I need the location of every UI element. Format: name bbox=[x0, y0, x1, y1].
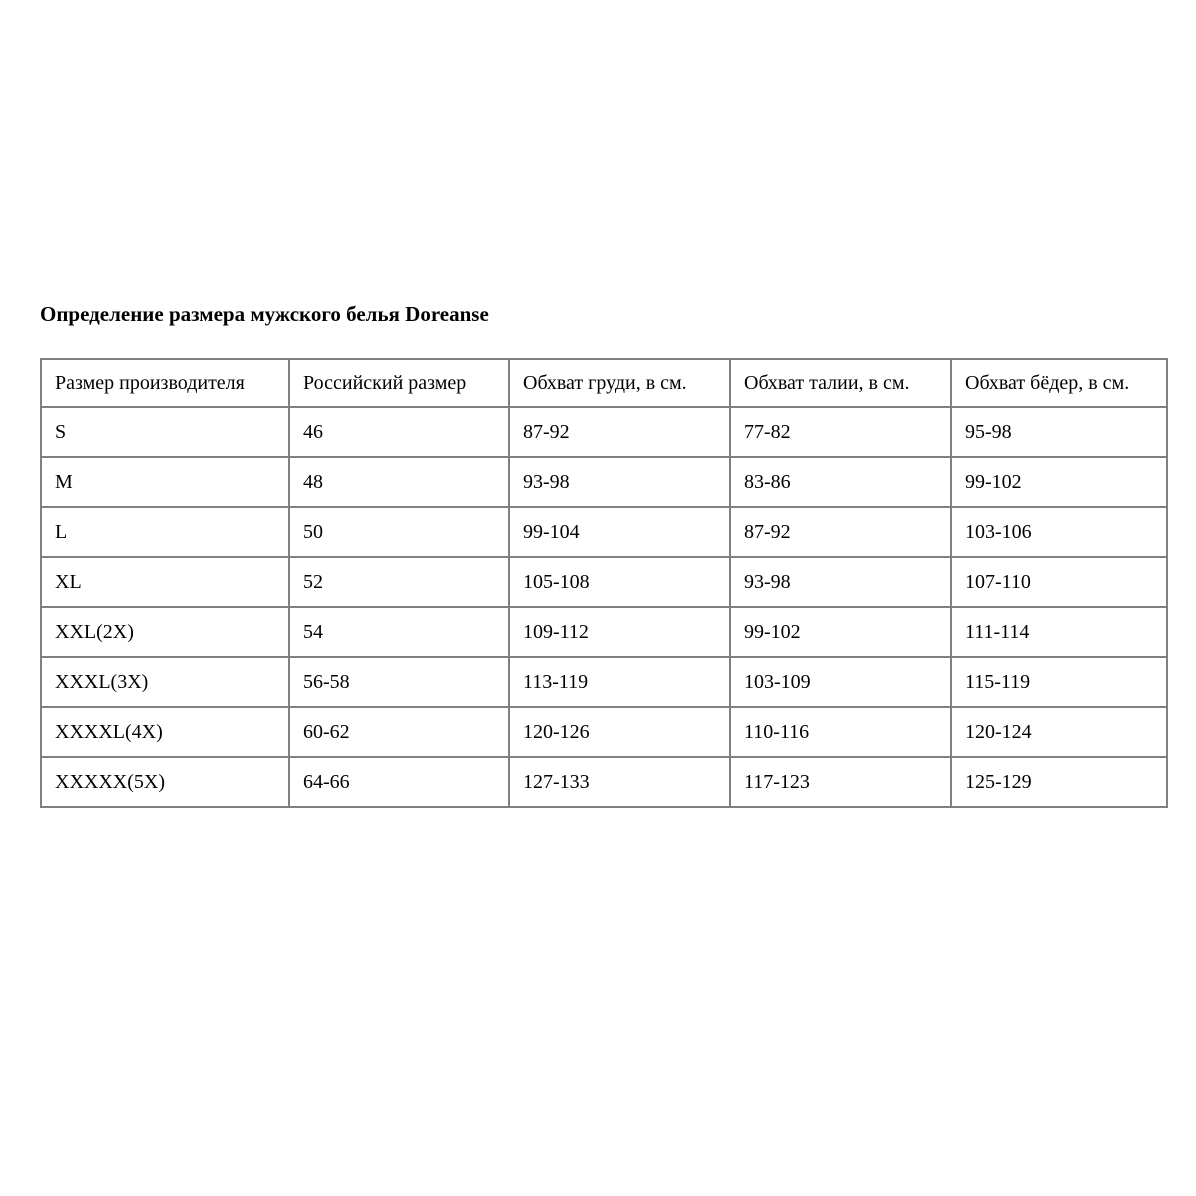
table-cell: 54 bbox=[289, 607, 509, 657]
table-cell: 125-129 bbox=[951, 757, 1167, 807]
table-row bbox=[41, 607, 1167, 657]
table-cell: S bbox=[41, 407, 289, 457]
table-cell: 127-133 bbox=[509, 757, 730, 807]
header-row bbox=[41, 359, 1167, 407]
table-cell: 60-62 bbox=[289, 707, 509, 757]
table-cell: 87-92 bbox=[730, 507, 951, 557]
table-cell: 120-124 bbox=[951, 707, 1167, 757]
table-cell: 113-119 bbox=[509, 657, 730, 707]
table-row bbox=[41, 507, 1167, 557]
table-row bbox=[41, 407, 1167, 457]
table-cell: XXL(2X) bbox=[41, 607, 289, 657]
table-row bbox=[41, 457, 1167, 507]
table-cell: 48 bbox=[289, 457, 509, 507]
table-cell: 120-126 bbox=[509, 707, 730, 757]
table-cell: XL bbox=[41, 557, 289, 607]
table-cell: 64-66 bbox=[289, 757, 509, 807]
table-cell: 56-58 bbox=[289, 657, 509, 707]
table-cell: XXXXX(5X) bbox=[41, 757, 289, 807]
table-cell: 99-104 bbox=[509, 507, 730, 557]
table-cell: 95-98 bbox=[951, 407, 1167, 457]
column-header-chest: Обхват груди, в см. bbox=[509, 359, 730, 407]
table-cell: 93-98 bbox=[509, 457, 730, 507]
page-title: Определение размера мужского белья Doreanse bbox=[40, 302, 489, 326]
table-cell: M bbox=[41, 457, 289, 507]
table-cell: XXXXL(4X) bbox=[41, 707, 289, 757]
table-cell: 110-116 bbox=[730, 707, 951, 757]
table-cell: 103-109 bbox=[730, 657, 951, 707]
table-cell: 77-82 bbox=[730, 407, 951, 457]
table-cell: 99-102 bbox=[951, 457, 1167, 507]
table-cell: 46 bbox=[289, 407, 509, 457]
table-cell: 52 bbox=[289, 557, 509, 607]
table-cell: 115-119 bbox=[951, 657, 1167, 707]
table-cell: 103-106 bbox=[951, 507, 1167, 557]
column-header-russian-size: Российский размер bbox=[289, 359, 509, 407]
table-cell: L bbox=[41, 507, 289, 557]
column-header-waist: Обхват талии, в см. bbox=[730, 359, 951, 407]
column-header-manufacturer-size: Размер производителя bbox=[41, 359, 289, 407]
table-cell: 117-123 bbox=[730, 757, 951, 807]
table-cell: 50 bbox=[289, 507, 509, 557]
table-cell: 83-86 bbox=[730, 457, 951, 507]
table-row bbox=[41, 707, 1167, 757]
table-cell: 107-110 bbox=[951, 557, 1167, 607]
table-cell: 99-102 bbox=[730, 607, 951, 657]
table-cell: 109-112 bbox=[509, 607, 730, 657]
table-row bbox=[41, 557, 1167, 607]
column-header-hips: Обхват бёдер, в см. bbox=[951, 359, 1167, 407]
table-cell: 105-108 bbox=[509, 557, 730, 607]
table-cell: 111-114 bbox=[951, 607, 1167, 657]
table-cell: XXXL(3X) bbox=[41, 657, 289, 707]
table-row bbox=[41, 657, 1167, 707]
size-chart-table bbox=[40, 358, 1168, 808]
table-cell: 93-98 bbox=[730, 557, 951, 607]
table-cell: 87-92 bbox=[509, 407, 730, 457]
table-row bbox=[41, 757, 1167, 807]
